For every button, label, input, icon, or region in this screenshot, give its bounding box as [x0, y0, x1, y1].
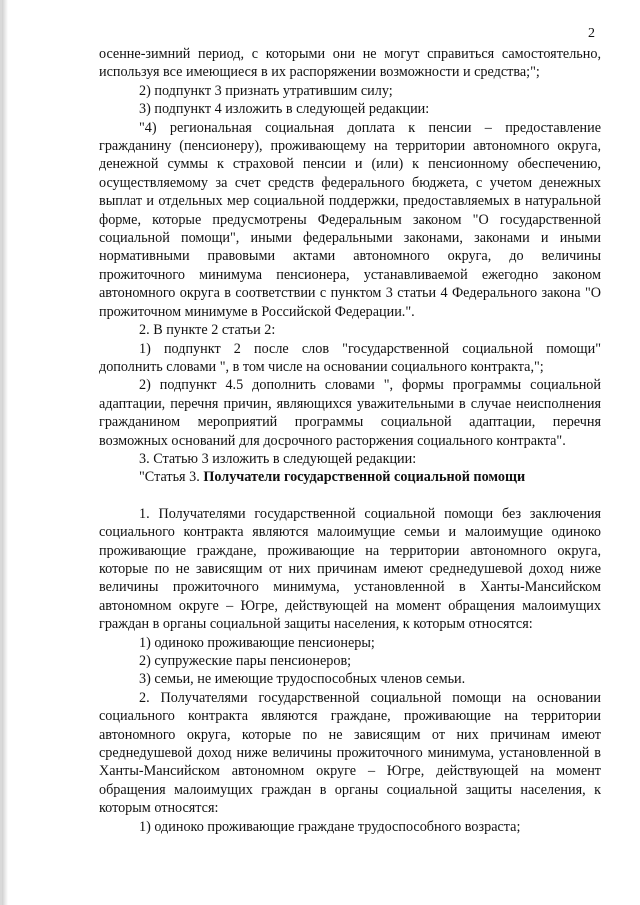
spacer — [99, 487, 601, 505]
paragraph-article-2-subitem-2: 1) подпункт 2 после слов "государственной социальной помощи" дополнить словами ", в том числе на основании социального контракта,"; — [99, 340, 601, 375]
paragraph-continuation: осенне-зимний период, с которыми они не могут справиться самостоятельно, используя все имеющиеся в их распоряжении возможности и средства;"; — [99, 46, 601, 81]
page-number: 2 — [588, 26, 595, 41]
article-point-2-item-1: 1) одиноко проживающие граждане трудоспособного возраста; — [139, 818, 521, 835]
article-point-1-item-2: 2) супружеские пары пенсионеров; — [139, 653, 352, 669]
article-point-1-item-1: 1) одиноко проживающие пенсионеры; — [139, 634, 375, 651]
paragraph-subitem-3: 2) подпункт 3 признать утратившим силу; — [139, 82, 393, 99]
article-heading-prefix: "Статья 3. — [139, 469, 204, 486]
paragraph-subitem-4-text: "4) региональная социальная доплата к пенсии – предоставление гражданину (пенсионеру), проживающему на территории автономного округа, денежной суммы к страховой пенсии и (или) к пенсионному обеспечению, осуществляемому за счет средств федерального бюджета, с учетом денежных выплат и отдельных мер социальной поддержки, предоставляемых в натуральной форме, которые предусмотрены Федеральным законом "О государственной социальной помощи", иными федеральными законами, законами и иными нормативными правовыми актами автономного округа, до величины прожиточного минимума пенсионера, устанавливаемой ежегодно законом автономного округа в соответствии с пунктом 3 статьи 4 Федерального закона "О прожиточном минимуме в Российской Федерации.". — [99, 119, 601, 320]
document-body — [99, 45, 601, 836]
paragraph-subitem-4-intro: 3) подпункт 4 изложить в следующей редакции: — [139, 101, 430, 118]
article-heading — [99, 468, 601, 486]
scan-edge — [2, 0, 8, 905]
paragraph-article-2-point-2: 2. В пункте 2 статьи 2: — [139, 322, 276, 339]
article-point-1: 1. Получателями государственной социальной помощи без заключения социального контракта являются малоимущие семьи и малоимущие одиноко проживающие граждане, проживающие на территории автономного округа, которые по не зависящим от них причинам имеют среднедушевой доход ниже величины прожиточного минимума, установленной в Ханты-Мансийском автономном округе – Югре, действующей на момент обращения малоимущих граждан в органы социальной защиты населения, к которым относятся: — [99, 505, 601, 633]
article-point-2: 2. Получателями государственной социальной помощи на основании социального контракта являются граждане, проживающие на территории автономного округа, которые по не зависящим от них причинам имеют среднедушевой доход ниже величины прожиточного минимума, установленной в Ханты-Мансийском автономном округе – Югре, действующей на момент обращения малоимущих граждан в органы социальной защиты населения, к которым относятся: — [99, 689, 601, 817]
article-heading-title: Получатели государственной социальной помощи — [203, 469, 526, 486]
article-point-1-item-3: 3) семьи, не имеющие трудоспособных членов семьи. — [139, 671, 466, 688]
paragraph-article-2-subitem-4-5: 2) подпункт 4.5 дополнить словами ", формы программы социальной адаптации, перечня причин, являющихся уважительными в случае неисполнения гражданином мероприятий программы социальной адаптации, перечня возможных оснований для досрочного расторжения социального контракта". — [99, 377, 601, 449]
paragraph-article-3-intro: 3. Статью 3 изложить в следующей редакции: — [139, 450, 417, 467]
